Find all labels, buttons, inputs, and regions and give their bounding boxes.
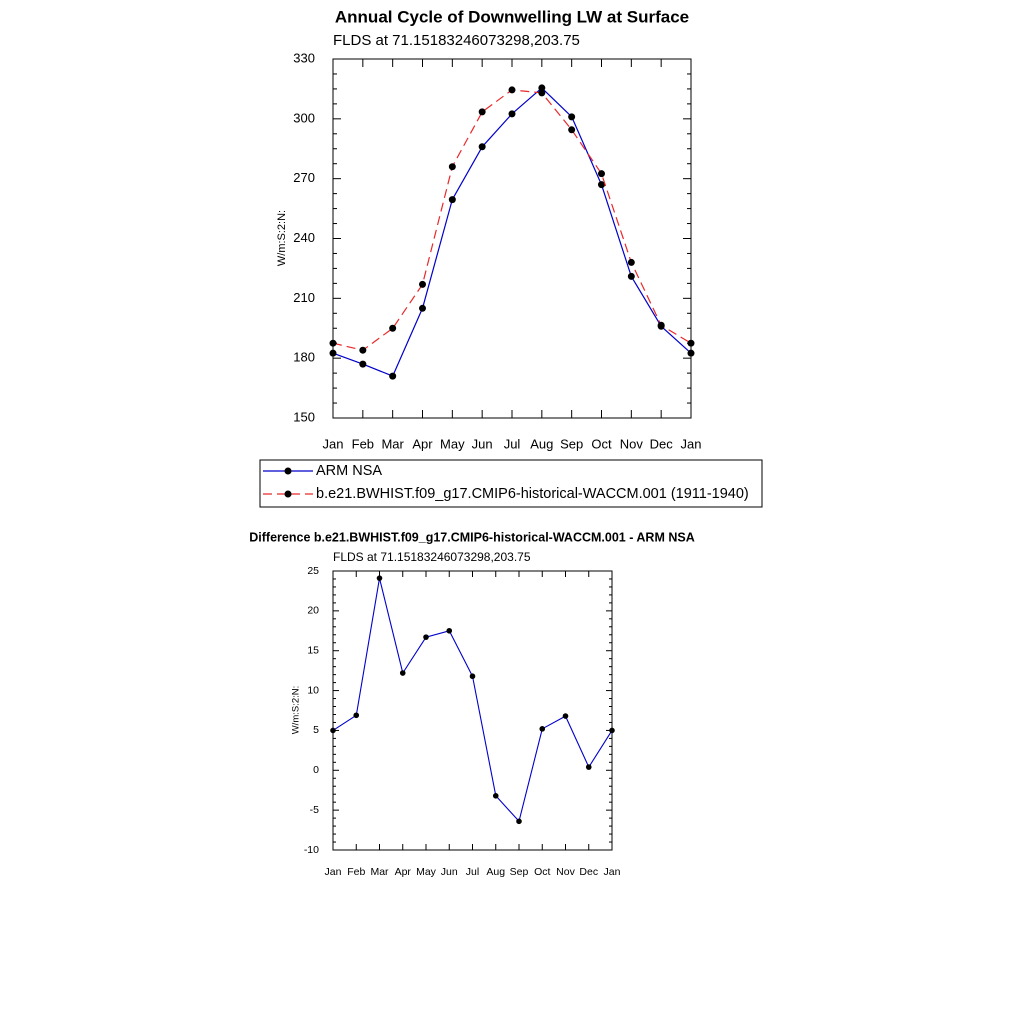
- y-tick-label: 25: [307, 564, 319, 577]
- data-point: [449, 163, 456, 170]
- data-point: [539, 726, 545, 732]
- y-tick-label: 15: [307, 644, 319, 657]
- chart-subtitle: FLDS at 71.15183246073298,203.75: [333, 32, 580, 49]
- x-tick-label: Feb: [351, 436, 375, 452]
- data-point: [538, 89, 545, 96]
- chart-2: [249, 530, 694, 877]
- data-point: [586, 764, 592, 770]
- series-line-2: [333, 90, 691, 350]
- y-tick-label: 330: [293, 50, 315, 66]
- data-point: [419, 305, 426, 312]
- legend-label-2: b.e21.BWHIST.f09_g17.CMIP6-historical-WACCM.001 (1911-1940): [316, 485, 749, 502]
- x-tick-label: Jan: [603, 865, 621, 878]
- x-tick-label: Dec: [649, 436, 673, 452]
- x-tick-label: Oct: [591, 436, 612, 452]
- data-point: [509, 110, 516, 117]
- y-tick-label: -10: [303, 843, 319, 856]
- data-point: [493, 793, 499, 799]
- y-axis-label: W/m:S:2:N:: [275, 209, 288, 267]
- y-axis-label: W/m:S:2:N:: [290, 685, 302, 735]
- data-point: [389, 325, 396, 332]
- data-point: [359, 361, 366, 368]
- legend: [260, 460, 762, 507]
- data-point: [598, 170, 605, 177]
- data-point: [479, 143, 486, 150]
- y-tick-label: 270: [293, 170, 315, 186]
- y-tick-label: 300: [293, 110, 315, 126]
- x-tick-label: Sep: [560, 436, 584, 452]
- x-tick-label: Jan: [324, 865, 342, 878]
- x-tick-label: Apr: [412, 436, 433, 452]
- data-point: [389, 373, 396, 380]
- x-tick-label: Jul: [503, 436, 521, 452]
- plot-frame: [333, 571, 612, 850]
- chart-title: Annual Cycle of Downwelling LW at Surface: [334, 7, 690, 27]
- data-point: [353, 712, 359, 718]
- y-tick-label: 210: [293, 289, 315, 305]
- legend-label-1: ARM NSA: [316, 462, 383, 479]
- chart-subtitle: FLDS at 71.15183246073298,203.75: [333, 550, 531, 564]
- x-tick-label: Aug: [530, 436, 554, 452]
- data-point: [419, 281, 426, 288]
- data-point: [330, 350, 337, 357]
- x-tick-label: Jun: [471, 436, 493, 452]
- data-point: [330, 728, 336, 734]
- y-tick-label: 20: [307, 604, 319, 617]
- y-tick-label: 240: [293, 229, 315, 245]
- x-tick-label: May: [440, 436, 465, 452]
- data-point: [470, 673, 476, 679]
- data-point: [359, 347, 366, 354]
- y-tick-label: 150: [293, 409, 315, 425]
- y-tick-label: 0: [313, 764, 319, 777]
- x-tick-label: Apr: [394, 865, 411, 878]
- data-point: [516, 819, 522, 825]
- data-point: [688, 340, 695, 347]
- data-point: [377, 575, 383, 581]
- x-tick-label: Sep: [509, 865, 529, 878]
- x-tick-label: Jan: [322, 436, 344, 452]
- x-tick-label: Feb: [347, 865, 366, 878]
- data-point: [479, 108, 486, 115]
- data-point: [423, 634, 429, 640]
- x-tick-label: Jan: [680, 436, 702, 452]
- y-tick-label: -5: [309, 803, 319, 816]
- x-tick-label: Dec: [579, 865, 599, 878]
- x-tick-label: Mar: [381, 436, 404, 452]
- data-point: [628, 259, 635, 266]
- data-point: [400, 670, 406, 676]
- data-point: [563, 713, 569, 719]
- x-tick-label: Nov: [619, 436, 643, 452]
- data-point: [449, 196, 456, 203]
- y-tick-label: 180: [293, 349, 315, 365]
- y-tick-label: 10: [307, 684, 319, 697]
- data-point: [688, 350, 695, 357]
- x-tick-label: Nov: [556, 865, 575, 878]
- data-point: [628, 273, 635, 280]
- data-point: [568, 126, 575, 133]
- legend-marker-1: [285, 468, 292, 475]
- series-line-1: [333, 578, 612, 821]
- x-tick-label: May: [416, 865, 436, 878]
- data-point: [509, 86, 516, 93]
- data-point: [609, 728, 615, 734]
- x-tick-label: Mar: [370, 865, 389, 878]
- chart-1: [260, 7, 762, 507]
- chart-title: Difference b.e21.BWHIST.f09_g17.CMIP6-historical-WACCM.001 - ARM NSA: [249, 530, 695, 545]
- data-point: [568, 113, 575, 120]
- x-tick-label: Jul: [465, 865, 480, 878]
- x-tick-label: Jun: [440, 865, 458, 878]
- data-point: [446, 628, 452, 634]
- legend-marker-2: [285, 491, 292, 498]
- data-point: [658, 322, 665, 329]
- y-tick-label: 5: [313, 724, 319, 737]
- x-tick-label: Oct: [534, 865, 551, 878]
- data-point: [330, 340, 337, 347]
- x-tick-label: Aug: [486, 865, 506, 878]
